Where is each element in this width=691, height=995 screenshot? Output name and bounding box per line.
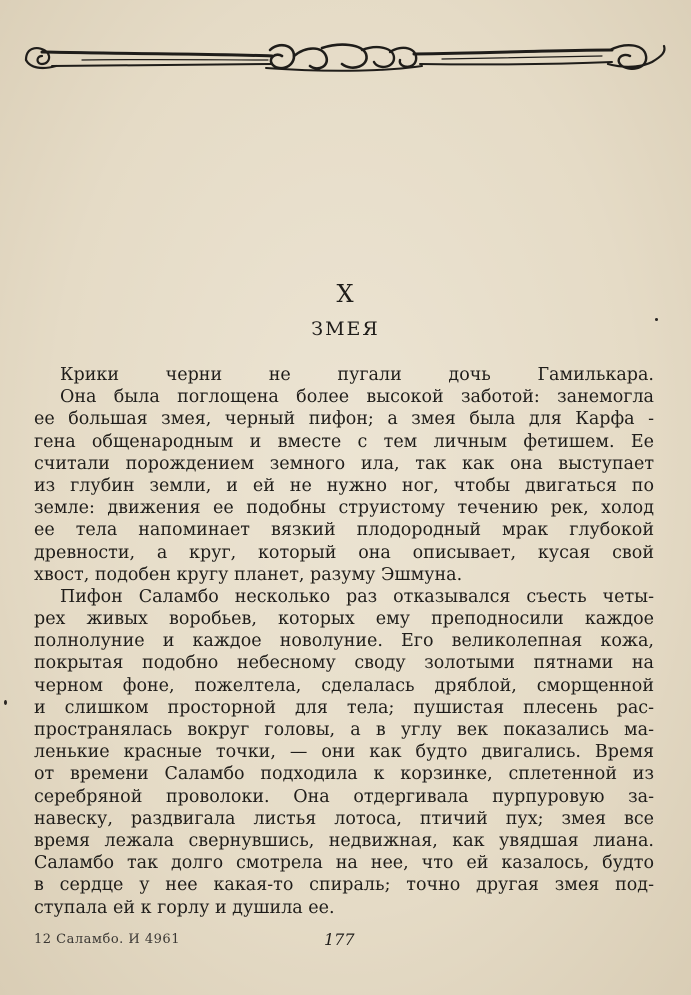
page-number: 177: [324, 930, 355, 949]
text-line: серебряной проволоки. Она отдергивала пурпуровую за-: [34, 786, 654, 807]
text-line: рех живых воробьев, которых ему преподносили каждое: [34, 609, 654, 630]
text-line: Саламбо так долго смотрела на нее, что ей казалось, будто: [34, 853, 654, 874]
chapter-title: ЗМЕЯ: [311, 318, 380, 340]
text-line: гена общенародным и вместе с тем личным фетишем. Ее: [34, 431, 654, 452]
scroll-ornament-icon: [22, 38, 670, 78]
chapter-number: X: [336, 280, 355, 308]
text-line: ее тела напоминает вязкий плодородный мрак глубокой: [34, 520, 654, 541]
chapter-text: [34, 364, 654, 919]
printer-signature: 12 Саламбо. И 4961: [34, 932, 180, 947]
text-line: земле: движения ее подобны струистому течению рек, холод: [34, 498, 654, 519]
text-line: черном фоне, пожелтела, сделалась дряблой, сморщенной: [34, 675, 654, 696]
page-footer: [34, 930, 654, 952]
text-line: древности, а круг, который она описывает, кусая свой: [34, 542, 654, 563]
text-line: ступала ей к горлу и душила ее.: [34, 897, 335, 918]
text-line: покрытая подобно небесному своду золотыми пятнами на: [34, 653, 654, 674]
text-line: Крики черни не пугали дочь Гамилькара.: [60, 365, 654, 385]
text-line: Пифон Саламбо несколько раз отказывался съесть четы-: [60, 586, 654, 607]
text-line: от времени Саламбо подходила к корзинке, сплетенной из: [34, 764, 654, 785]
text-line: ленькие красные точки, — они как будто двигались. Время: [34, 742, 654, 763]
text-line: в сердце у нее какая-то спираль; точно другая змея под-: [34, 875, 654, 896]
print-speck: [655, 318, 658, 321]
text-line: и слишком просторной для тела; пушистая плесень рас-: [34, 697, 654, 718]
text-line: ее большая змея, черный пифон; а змея была для Карфа -: [34, 409, 654, 430]
text-line: пространялась вокруг головы, а в углу век показались ма-: [34, 720, 654, 740]
text-line: из глубин земли, и ей не нужно ног, чтобы двигаться по: [34, 475, 654, 496]
text-line: хвост, подобен кругу планет, разуму Эшмуна.: [34, 564, 463, 585]
print-speck: [4, 700, 7, 705]
text-line: полнолуние и каждое новолуние. Его великолепная кожа,: [34, 631, 654, 652]
text-line: время лежала свернувшись, недвижная, как увядшая лиана.: [34, 830, 654, 851]
text-line: Она была поглощена более высокой заботой: занемогла: [60, 387, 654, 408]
text-line: навеску, раздвигала листья лотоса, птичий пух; змея все: [34, 808, 654, 829]
text-line: считали порождением земного ила, так как она выступает: [34, 453, 654, 474]
